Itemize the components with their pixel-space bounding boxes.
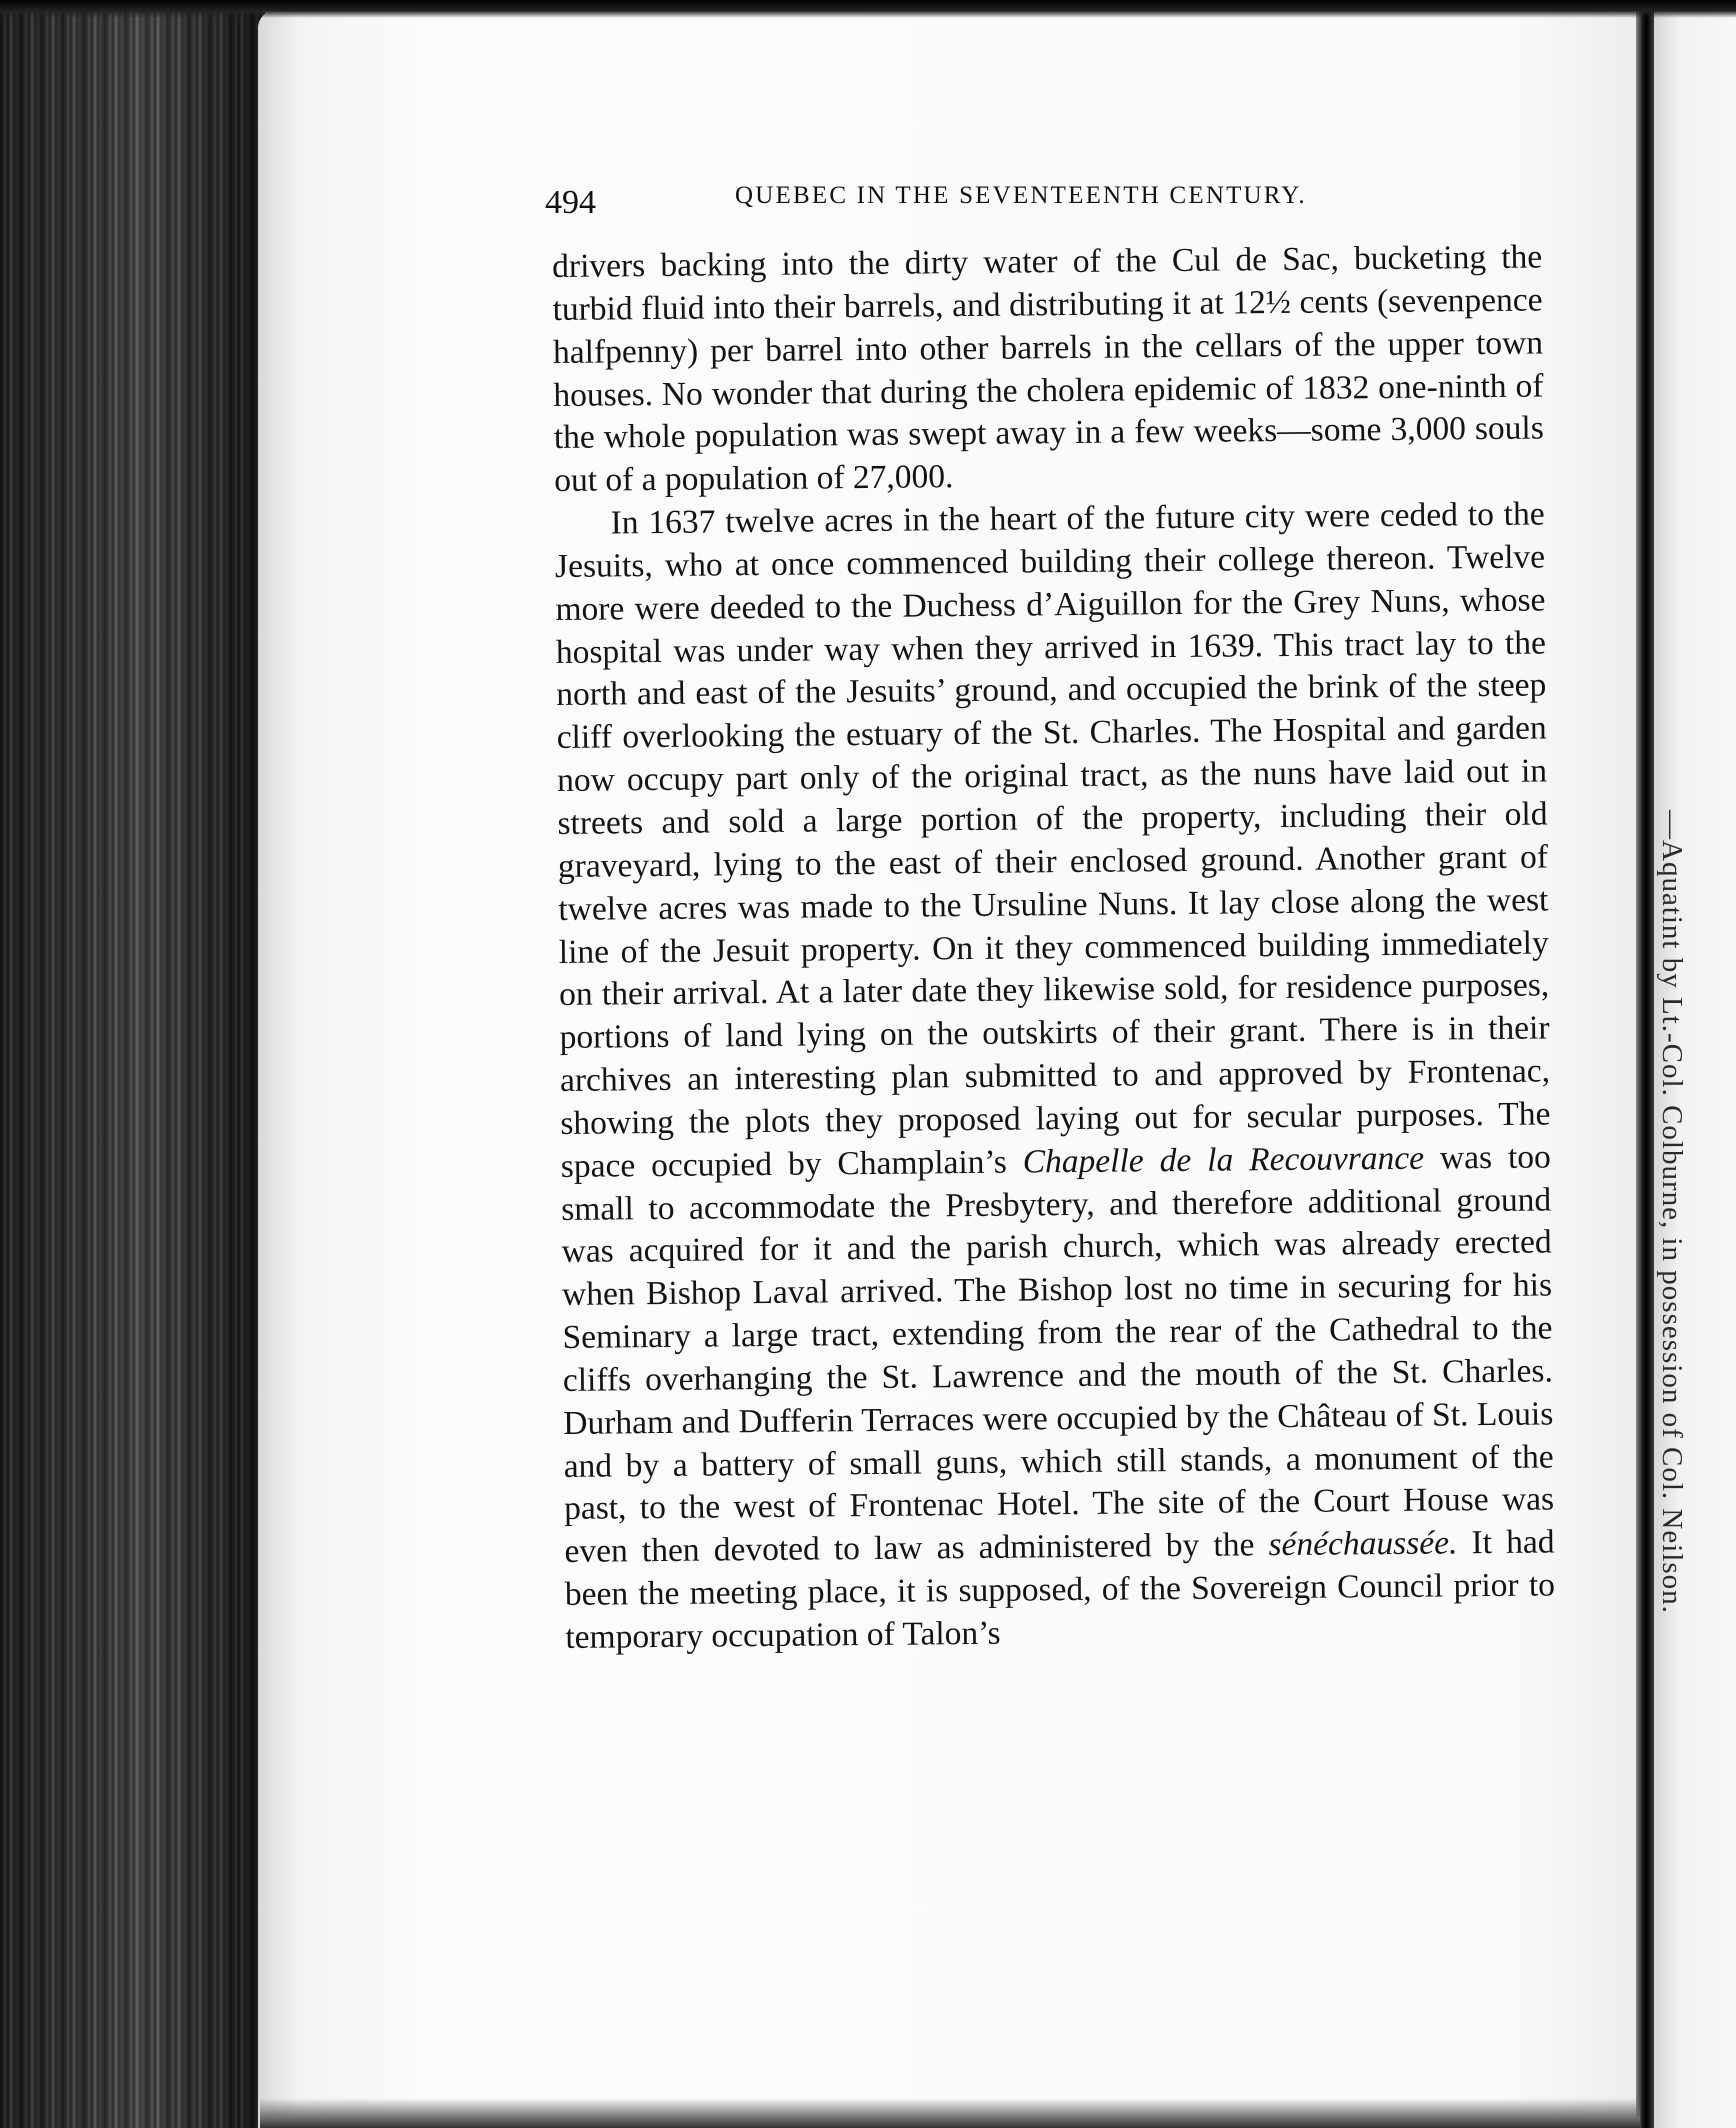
paragraph-2 xyxy=(554,494,1555,1660)
book-fore-edge xyxy=(0,0,265,2128)
page-number: 494 xyxy=(545,184,596,221)
paragraph-1: drivers backing into the dirty water of the Cul de Sac, bucketing the turbid fluid into their barrels, and distributing it at 12½ cents (sevenpence halfpenny) per barrel into other barrels in the cellars of the upper town houses. No wonder that during the cholera epidemic of 1832 one-ninth of the whole population was swept away in a few weeks—some 3,000 souls out of a population of 27,000. xyxy=(552,238,1544,500)
facing-page-caption: —Aquatint by Lt.-Col. Colburne, in possession of Col. Neilson. xyxy=(1656,810,1688,1614)
italic-senechaussee: sénéchaussée. xyxy=(1268,1524,1458,1564)
running-title: QUEBEC IN THE SEVENTEENTH CENTURY. xyxy=(735,182,1307,209)
italic-chapelle: Chapelle de la Recouvrance xyxy=(1022,1139,1425,1181)
paragraph-2-part-c: It had been the meeting place, it is supposed, of the Sovereign Council prior to temporary occupation of Talon’s xyxy=(564,1523,1556,1656)
bottom-shadow xyxy=(260,2098,1640,2128)
book-gutter xyxy=(1636,0,1654,2128)
page-header xyxy=(545,180,1545,230)
top-shadow xyxy=(0,0,1736,18)
body-text xyxy=(552,236,1556,1659)
paragraph-2-part-b: was too small to accommodate the Presbytery, and therefore additional ground was acquired for it and the parish church, which was already erected when Bishop Laval arrived. The Bishop lost no time in securing for his Seminary a large tract, extending from the rear of the Cathedral to the cliffs overhanging the St. Lawrence and the mouth of the St. Charles. Durham and Dufferin Terraces were occupied by the Château of St. Louis and by a battery of small guns, which still stands, a monument of the past, to the west of Frontenac Hotel. The site of the Court House was even then devoted to law as administered by the xyxy=(561,1138,1555,1571)
paragraph-2-part-a: In 1637 twelve acres in the heart of the future city were ceded to the Jesuits, who at once commenced building their college thereon. Twelve more were deeded to the Duchess d’Aiguillon for the Grey Nuns, whose hospital was under way when they arrived in 1639. This tract lay to the north and east of the Jesuits’ ground, and occupied the brink of the steep cliff overlooking the estuary of the St. Charles. The Hospital and garden now occupy part only of the original tract, as the nuns have laid out in streets and sold a large portion of the property, including their old graveyard, lying to the east of their enclosed ground. Another grant of twelve acres was made to the Ursuline Nuns. It lay close along the west line of the Jesuit property. On it they commenced building immediately on their arrival. At a later date they likewise sold, for residence purposes, portions of land lying on the outskirts of their grant. There is in their archives an interesting plan submitted to and approved by Frontenac, showing the plots they proposed laying out for secular purposes. The space occupied by Champlain’s xyxy=(554,495,1551,1185)
